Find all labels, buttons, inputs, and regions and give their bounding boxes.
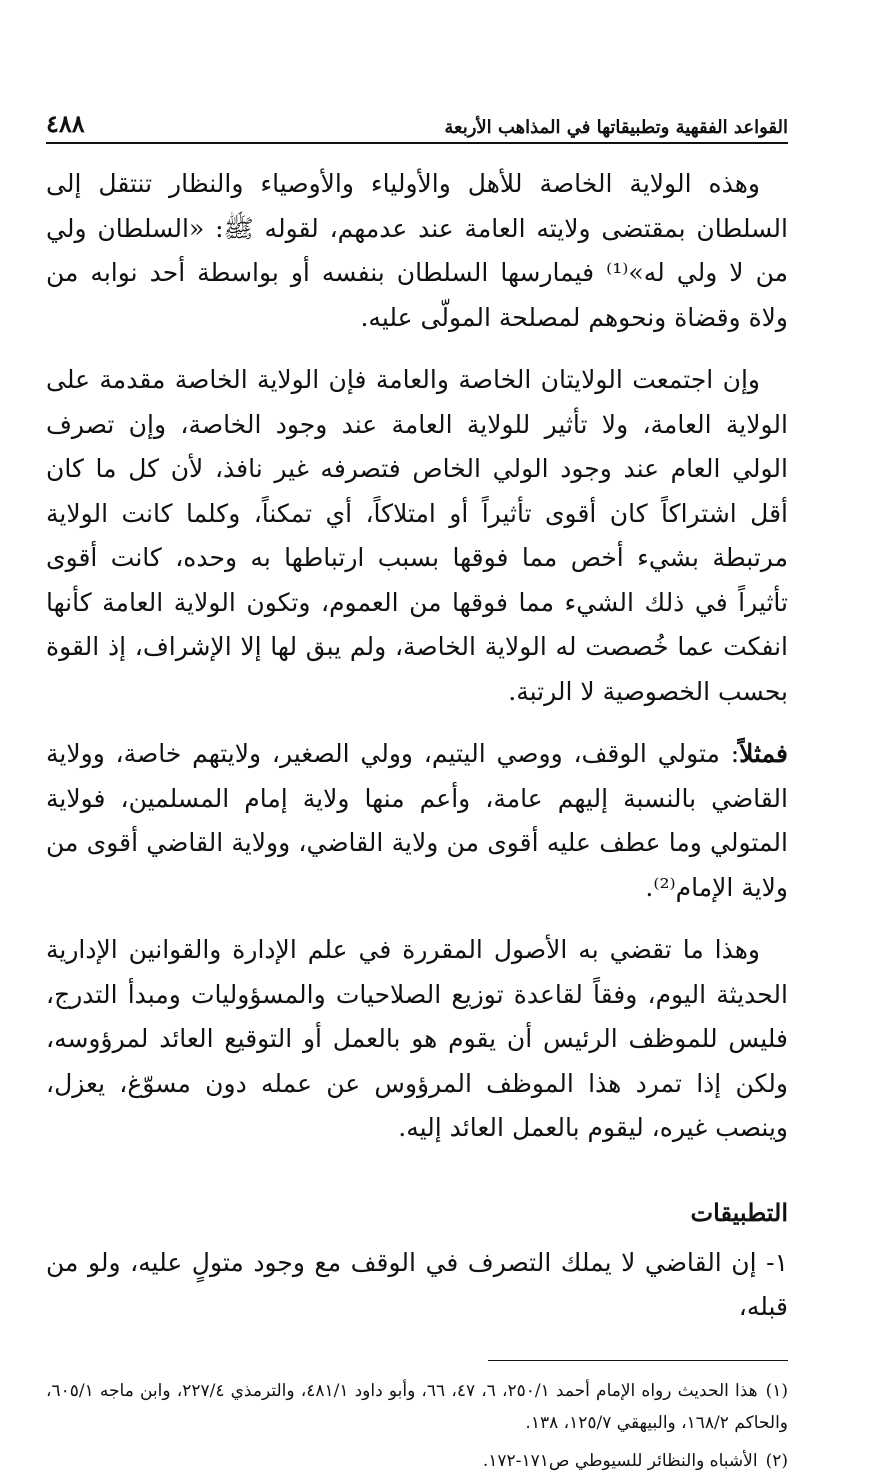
- example-lead: فمثلاً: [739, 739, 788, 768]
- footnote-text: هذا الحديث رواه الإمام أحمد ٢٥٠/١، ٦، ٤٧، ٦٦، وأبو داود ٤٨١/١، والترمذي ٢٢٧/٤، وابن ماجه ٦٠٥/١، والحاكم ١٦٨/٢، والبيهقي ١٢٥/٧، ١٣٨.: [46, 1380, 788, 1433]
- book-page: [46, 98, 788, 1483]
- applications-list: [46, 1241, 788, 1330]
- paragraph-example: [46, 732, 788, 910]
- footnotes: [46, 1375, 788, 1477]
- footnote-text: الأشباه والنظائر للسيوطي ص١٧١-١٧٢.: [482, 1450, 758, 1471]
- page-number: ٤٨٨: [46, 109, 85, 138]
- example-text: : متولي الوقف، ووصي اليتيم، وولي الصغير، ولايتهم خاصة، وولاية القاضي بالنسبة إليهم عامة، وأعم منها ولاية إمام المسلمين، فولاية المتولي وما عطف عليه أقوى من ولاية القاضي، وولاية القاضي أقوى من ولاية الإمام⁽²⁾.: [46, 739, 788, 902]
- footnote-item: [46, 1445, 788, 1477]
- paragraph-sultan-guardianship: وهذه الولاية الخاصة للأهل والأولياء والأوصياء والنظار تنتقل إلى السلطان بمقتضى ولايته العامة عند عدمهم، لقوله ﷺ: «السلطان ولي من لا ولي له»⁽¹⁾ فيمارسها السلطان بنفسه أو بواسطة أحد نوابه من ولاة وقضاة ونحوهم لمصلحة المولّى عليه.: [46, 169, 788, 332]
- paragraph-administration: وهذا ما تقضي به الأصول المقررة في علم الإدارة والقوانين الإدارية الحديثة اليوم، وفقاً لقاعدة توزيع الصلاحيات والمسؤوليات ومبدأ التدرج، فليس للموظف الرئيس أن يقوم هو بالعمل أو التوقيع العائد لمرؤوسه، ولكن إذا تمرد هذا الموظف المرؤوس عن عمله دون مسوّغ، يعزل، وينصب غيره، ليقوم بالعمل العائد إليه.: [46, 935, 788, 1142]
- footnote-number: (١): [765, 1380, 789, 1401]
- footnote-item: [46, 1375, 788, 1439]
- running-title: القواعد الفقهية وتطبيقاتها في المذاهب الأربعة: [444, 117, 788, 138]
- paragraph-special-vs-general-guardianship: وإن اجتمعت الولايتان الخاصة والعامة فإن الولاية الخاصة مقدمة على الولاية العامة، ولا تأثير للولاية العامة عند وجود الخاصة، وإن تصرف الولي العام عند وجود الولي الخاص فتصرفه غير نافذ، لأن كل ما كان أقل اشتراكاً كان أقوى تأثيراً أو امتلاكاً، أي تمكناً، وكلما كانت الولاية مرتبطة بشيء أخص مما فوقها بسبب ارتباطها به وحده، كانت أقوى تأثيراً في ذلك الشيء مما فوقها من العموم، وتكون الولاية العامة كأنها انفكت عما خُصصت له الولاية الخاصة، ولم يبق لها إلا الإشراف، إذ القوة بحسب الخصوصية لا الرتبة.: [46, 365, 788, 706]
- application-item: ١- إن القاضي لا يملك التصرف في الوقف مع وجود متولٍ عليه، ولو من قبله،: [46, 1247, 788, 1321]
- body-text: [46, 162, 788, 1330]
- applications-heading: التطبيقات: [690, 1197, 788, 1227]
- footnote-divider: [488, 1360, 788, 1361]
- running-header: [46, 98, 788, 144]
- footnote-number: (٢): [765, 1450, 788, 1471]
